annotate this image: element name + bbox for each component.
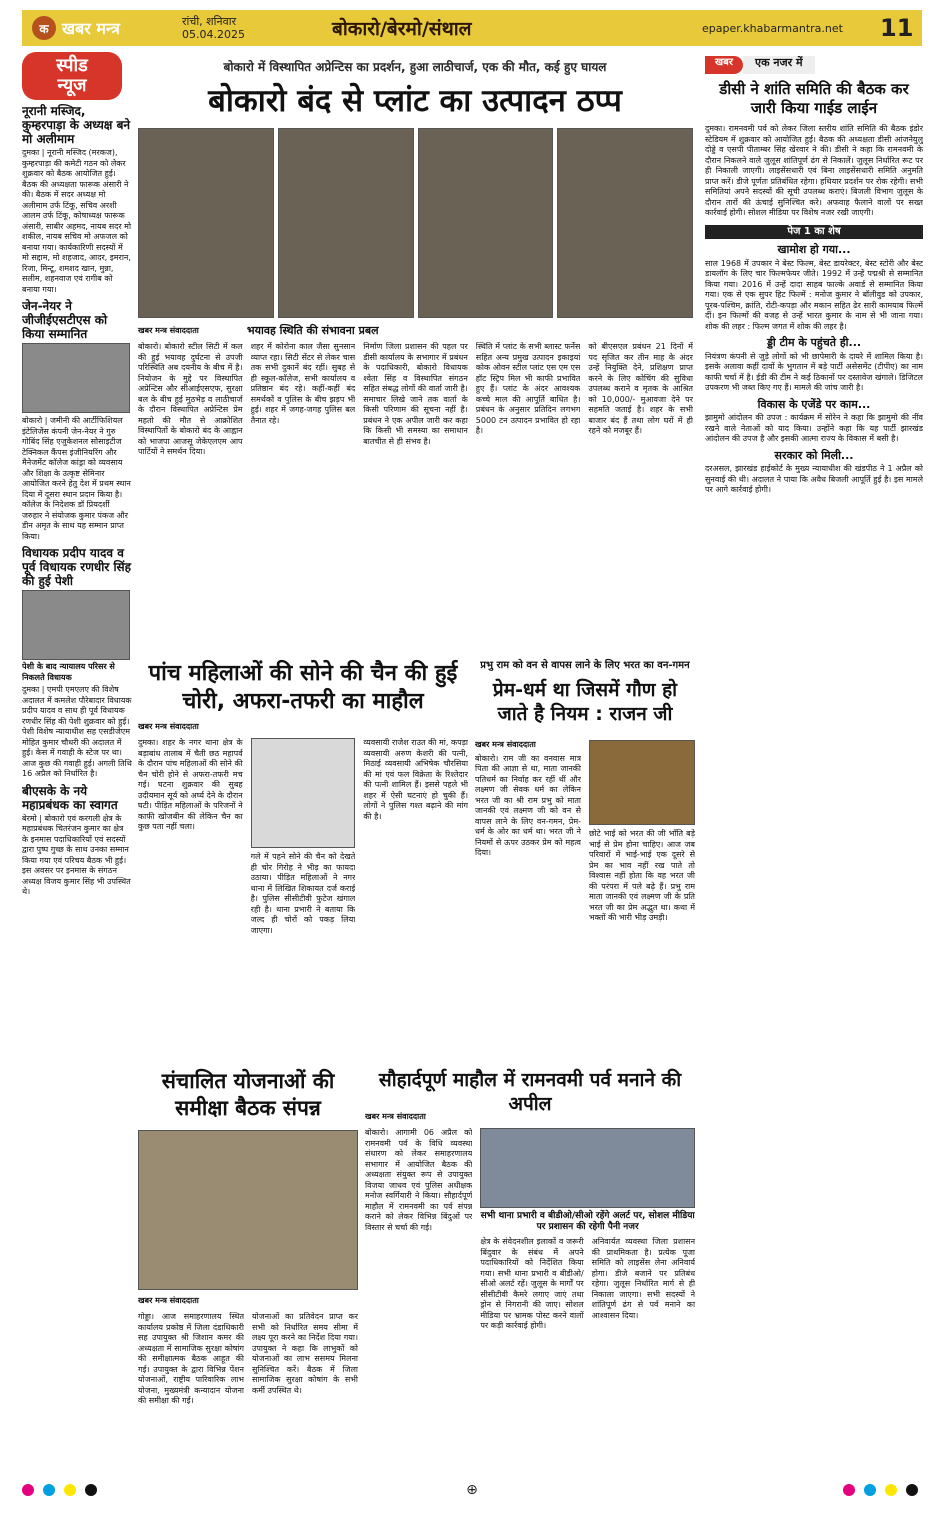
gold-col-2 xyxy=(251,738,356,1056)
chain-illustration xyxy=(251,738,356,848)
award-photo xyxy=(22,343,130,413)
lead-kicker: बोकारो में विस्थापित अप्रेन्टिस का प्रदर्शन, हुआ लाठीचार्ज, एक की मौत, कई हुए घायल xyxy=(223,60,607,74)
gold-body-columns xyxy=(138,738,468,1056)
continued-headline: विकास के एजेंडे पर काम... xyxy=(757,397,871,411)
ram-col-2-text: छोटे भाई को भरत की जी भाँति बड़े भाई से प्रेम होना चाहिए। आज जब परिवारों में भाई-भाई एक दूसरे से प्रेम का भाव नहीं रख पाते तो विश्वास नहीं होता कि वह भरत जी की परंपरा में पले बढ़े हैं। प्रभु राम माता जानकी एवं लक्ष्मण जी के प्रति भरत जी का प्रेम अद्भुत था। कथा में भक्तों की भारी भीड़ उमड़ी। xyxy=(589,829,695,922)
ram-col-1 xyxy=(475,740,581,1056)
ram-headline: प्रेम-धर्म था जिसमें गौण हो जाते है नियम : राजन जी xyxy=(492,679,678,725)
speed-news-badge xyxy=(22,52,122,100)
dateline xyxy=(182,15,292,41)
left-news-column xyxy=(22,52,132,1457)
magenta-dot-icon xyxy=(22,1484,34,1496)
gold-col-3: व्यवसायी राजेश राउत की मां, कपड़ा व्यवसायी अरुण केशरी की पत्नी, मिठाई व्यवसायी अभिषेक चौरसिया की मां एवं फल विक्रेता के रिश्तेदार की पत्नी शामिल हैं। इससे पहले भी शहर में ऐसी घटनाएं हो चुकी हैं। लोगों ने पुलिस गश्त बढ़ाने की मांग की है। xyxy=(363,738,468,821)
lead-byline: खबर मन्त्र संवाददाता xyxy=(138,325,199,335)
continued-body: नियंत्रण कंपनी से जुड़े लोगों को भी छापेमारी के दायरे में शामिल किया है। इसके अलावा कहीं दावों के भुगतान में बड़े पार्टी असेसमेंट (टीपीए) का नाम काफी चर्चा में है। ईडी की टीम ने कई ठिकानों पर दस्तावेज खंगाले। डिजिटल उपकरण भी जब्त किए गए हैं। मामले की जांच जारी है। xyxy=(705,351,923,392)
continued-headline: खामोश हो गया... xyxy=(777,243,851,256)
brand-name: खबर मन्त्र xyxy=(62,19,120,38)
conference-photo xyxy=(480,1128,695,1208)
continued-tag: पेज 1 का शेष xyxy=(705,225,923,240)
ramnavami-col-3-text: अनिवार्यत व्यवस्था जिला प्रशासन की प्राथमिकता है। प्रत्येक पूजा समिति को लाइसेंस लेना अनिवार्य होगा। डीजे बजाने पर प्रतिबंध रहेगा। जुलूस निर्धारित मार्ग से ही निकाला जाएगा। सभी सदस्यों ने शांतिपूर्ण ढंग से पर्व मनाने का आश्वासन दिया। xyxy=(591,1237,695,1320)
ramnavami-col-1: बोकारो। आगामी 06 अप्रैल को रामनवमी पर्व के विधि व्यवस्था संधारण को लेकर समाहरणालय सभागार में आयोजित बैठक की अध्यक्षता संयुक्त रूप से उपायुक्त विजया जाधव एवं पुलिस अधीक्षक मनोज स्वर्गियारी ने किया। सौहार्दपूर्ण माहौल में रामनवमी का पर्व संपन्न कराने को लेकर विभिन्न बिंदुओं पर विस्तार से चर्चा की गई। xyxy=(365,1128,473,1232)
lead-headline: बोकारो बंद से प्लांट का उत्पादन ठप्प xyxy=(208,83,622,119)
ram-body-columns xyxy=(475,740,695,1056)
court-photo xyxy=(22,590,130,660)
ek-nazar-bar xyxy=(705,56,923,74)
khabar-tag: खबर xyxy=(705,56,743,74)
scheme-byline: खबर मन्त्र संवाददाता xyxy=(138,1296,199,1305)
ramnavami-headline: सौहार्दपूर्ण माहौल में रामनवमी पर्व मनाने की अपील xyxy=(378,1069,682,1115)
ram-col-1-text: बोकारो। राम जी का वनवास मात्र पिता की आज्ञा से था, माता जानकी पतिधर्म का निर्वाह कर रहीं थीं और लक्ष्मण जी सेवक धर्म का लेकिन भरत जी का श्री राम प्रभु को माता जानकी एवं लक्ष्मण जी को वन से वापस लाने के लिए वन-गमन, प्रेम-धर्म के ओर का धर्म था। भरत जी ने नियमों से ऊपर उठकर प्रेम को महत्व दिया। xyxy=(475,753,581,857)
scheme-col-2: योजनाओं का प्रतिवेदन प्राप्त कर सभी को निर्धारित समय सीमा में लक्ष्य पूरा करने का निर्देश दिया गया। उपायुक्त ने कहा कि लाभुकों को योजनाओं का लाभ ससमय मिलना सुनिश्चित करें। बैठक में जिला सामाजिक सुरक्षा कोषांग के सभी कर्मी उपस्थित थे। xyxy=(252,1312,358,1395)
yellow-dot-icon xyxy=(64,1484,76,1496)
cyan-dot-icon xyxy=(43,1484,55,1496)
black-dot-icon xyxy=(906,1484,918,1496)
ramnavami-caption: सभी थाना प्रभारी व बीडीओ/सीओ रहेंगे अलर्ट पर, सोशल मीडिया पर प्रशासन की रहेगी पैनी नजर xyxy=(480,1211,695,1232)
color-dots-right xyxy=(843,1481,922,1500)
ram-col-2 xyxy=(589,740,695,1056)
ramnavami-col-2 xyxy=(480,1128,695,1452)
right-news-column xyxy=(705,56,923,1456)
speaker-photo xyxy=(589,740,695,825)
continued-headline: ड्डी टीम के पहुंचते ही... xyxy=(766,336,862,349)
issue-date: 05.04.2025 xyxy=(182,28,245,41)
ek-nazar-tag: एक नजर में xyxy=(743,56,815,74)
registration-crosshair-icon: ⊕ xyxy=(466,1482,478,1498)
brief-headline: नूरानी मस्जिद, कुम्हरपाड़ा के अध्यक्ष बने मो अलीमाम xyxy=(22,104,131,146)
continued-headline: सरकार को मिली... xyxy=(774,448,854,462)
gold-byline: खबर मन्त्र संवाददाता xyxy=(138,722,199,731)
ramnavami-byline: खबर मन्त्र संवाददाता xyxy=(365,1112,426,1121)
color-dots-left xyxy=(22,1481,101,1500)
protest-photo xyxy=(138,128,274,318)
lead-subhead: भयावह स्थिति की संभावना प्रबल xyxy=(246,323,379,337)
page-number: 11 xyxy=(880,14,914,42)
brief-headline: विधायक प्रदीप यादव व पूर्व विधायक रणधीर सिंह की हुई पेशी xyxy=(22,546,132,588)
crowd-photo xyxy=(418,128,554,318)
continued-body: साल 1968 में उपकार ने बेस्ट फिल्म, बेस्ट डायरेक्टर, बेस्ट स्टोरी और बेस्ट डायलॉग के लिए चार फिल्मफेयर जीते। 1992 में उन्हें पद्मश्री से सम्मानित किया गया। 2016 में उन्हें दादा साहब फाल्के अवार्ड से सम्मानित किया गया। एक से एक सुपर हिट फिल्में : मनोज कुमार ने बॉलीवुड को उपकार, पूरब-पश्चिम, क्रांति, रोटी-कपड़ा और मकान सहित ढेर सारी कामयाब फिल्में दीं। इन फिल्मों की वजह से उन्हें भारत कुमार के नाम से भी जाना गया। शोक की लहर : फिल्म जगत में शोक की लहर है। xyxy=(705,258,923,331)
magenta-dot-icon xyxy=(843,1484,855,1496)
ramnavami-subcols xyxy=(480,1237,695,1332)
rally-photo xyxy=(557,128,693,318)
ramnavami-byline-row xyxy=(365,1112,695,1124)
lead-byline-bar xyxy=(138,324,693,336)
meeting-photo xyxy=(138,1130,358,1290)
brief-headline: जेन-नेयर ने जीजीईएसटीएस को किया सम्मानित xyxy=(22,299,108,341)
lead-col-5: को बीएसएल प्रबंधन 21 दिनों में पद सृजित कर तीन माह के अंदर उन्हें नियुक्ति देने, प्रशिक्षण प्राप्त करने के लिए कोचिंग की सुविधा उपलब्ध कराने व मृतक के आश्रित को 10,000/- मुआवजा देने पर सहमति जताई है। शहर के सभी बाजार बंद हैं तथा लोग घरों में ही रहने को मजबूर हैं। xyxy=(588,342,693,435)
black-dot-icon xyxy=(85,1484,97,1496)
right-body: दुमका। रामनवमी पर्व को लेकर जिला स्तरीय शांति समिति की बैठक इंडोर स्टेडियम में शुक्रवार को आयोजित हुई। बैठक की अध्यक्षता डीसी आंजनेयुलु दोड्डे व एसपी पीताम्बर सिंह खेरवार ने की। डीसी ने कहा कि रामनवमी के दौरान निकलने वाले जुलूस शांतिपूर्ण ढंग से निकालें। जुलूस निर्धारित रूट पर ही निकाली जाएगी। लाइसेंसधारी एवं बिना लाइसेंसधारी समिति अनुमति प्राप्त करें। डीजे पूर्णतः प्रतिबंधित रहेगा। हथियार प्रदर्शन पर रोक रहेगी। सभी समितियां अपने सदस्यों की सूची उपलब्ध कराएं। बिजली विभाग जुलूस के दौरान तारों की ऊंचाई सुनिश्चित करे। अफवाह फैलाने वालों पर सख्त कार्रवाई होगी। सोशल मीडिया पर विशेष नजर रखी जाएगी। xyxy=(705,124,923,217)
epaper-link[interactable]: epaper.khabarmantra.net xyxy=(702,21,843,35)
lead-col-1: बोकारो। बोकारो स्टील सिटी में कल की हुई भयावह दुर्घटना से उपजी परिस्थिति अब दयनीय के बीच में है। नियोजन के मुद्दे पर विस्थापित अप्रेन्टिस और सीआईएसएफ, सुरक्षा बल के बीच हुई मुठभेड़ व लाठीचार्ज के दौरान विस्थापित अप्रेन्टिस प्रेम महतो की मौत से आक्रोशित विस्थापितों के बोकारो बंद के आह्वान को भाजपा आजसू जेकेएलएम आप पार्टियों ने समर्थन दिया। xyxy=(138,342,243,456)
scheme-byline-row xyxy=(138,1296,358,1308)
news-label: न्यूज xyxy=(57,75,87,96)
photo-caption: पेशी के बाद न्यायालय परिसर से निकलते विधायक xyxy=(22,662,115,682)
place-day: रांची, शनिवार xyxy=(182,15,237,28)
right-headline: डीसी ने शांति समिति की बैठक कर जारी किया गाईड लाईन xyxy=(719,80,909,117)
gold-headline: पांच महिलाओं की सोने की चैन की हुई चोरी, अफरा-तफरी का माहौल xyxy=(148,661,458,714)
brand-logo-icon: क xyxy=(32,16,56,40)
scheme-body-columns xyxy=(138,1312,358,1452)
gold-col-1: दुमका। शहर के नगर थाना क्षेत्र के बड़ाबांध तालाब में चैती छठ महापर्व के दौरान पांच महिलाओं की सोने की चैन चोरी होने से अफरा-तफरी मच गई। घटना शुक्रवार की सुबह उदीयमान सूर्य को अर्घ्य देने के दौरान घटी। पीड़ित महिलाओं के परिजनों ने काफी खोजबीन की लेकिन चैन का कुछ पता नहीं चला। xyxy=(138,738,243,831)
masthead xyxy=(22,10,922,46)
brief-body: दुमका | नूरानी मस्जिद (मरकज), कुम्हरपाड़ा की कमेटी गठन को लेकर शुक्रवार को बैठक आयोजित हुई। बैठक की अध्यक्षता फारूक अंसारी ने की। बैठक में सदर अध्यक्ष मो अलीमाम उर्फ टिंकू, सचिव अरशी आलम उर्फ टिंकू, कोषाध्यक्ष फारूक अंसारी, साबीर अहमद, नायब सदर मो शकील, नायब सचिव मो अफजल को बनाया गया। कार्यकारिणी सदस्यों में मो सद्दाम, मो शहजाद, आदर, इमरान, रिजा, मिन्टू, शमशद खान, मुन्ना, सलीम, शहनवाज एवं रागीब को बनाया गया। xyxy=(22,148,132,294)
lead-body-columns xyxy=(138,342,693,647)
print-registration-marks xyxy=(22,1480,922,1500)
brief-headline: बीएसके के नये महाप्रबंधक का स्वागत xyxy=(22,783,118,812)
ramnavami-body-columns xyxy=(365,1128,695,1452)
yellow-dot-icon xyxy=(885,1484,897,1496)
cyan-dot-icon xyxy=(864,1484,876,1496)
brief-body: बेरमो | बोकारो एवं करगली क्षेत्र के महाप्रबंधक चितरंजन कुमार का क्षेत्र के इनमास पदाधिकारियों एवं सदस्यों द्वारा पुष्प गुच्छ के साथ उनका सम्मान किया गया एवं परिचय बैठक भी हुई। इस अवसर पर इनमास के संगठन अध्यक्ष विजय कुमार सिंह भी उपस्थित थे। xyxy=(22,813,131,896)
ram-kicker: प्रभु राम को वन से वापस लाने के लिए भरत का वन-गमन xyxy=(480,660,690,671)
section-title: बोकारो/बेरमो/संथाल xyxy=(332,18,472,40)
gold-col-2-text: गले में पहने सोने की चैन को देखते ही चोर गिरोह ने भीड़ का फायदा उठाया। पीड़ित महिलाओं ने नगर थाना में लिखित शिकायत दर्ज कराई है। पुलिस सीसीटीवी फुटेज खंगाल रही है। थाना प्रभारी ने बताया कि जल्द ही चोरों को पकड़ लिया जाएगा। xyxy=(250,852,356,935)
lead-photo-strip xyxy=(138,128,693,318)
scheme-col-1: गोड्डा। आज समाहरणालय स्थित कार्यालय प्रकोष्ठ में जिला दंडाधिकारी सह उपायुक्त श्री जिशान कमर की अध्यक्षता में सामाजिक सुरक्षा कोषांग की समीक्षात्मक बैठक आहूत की गई। उपायुक्त के द्वारा विभिन्न पेंशन योजनाओं, राष्ट्रीय पारिवारिक लाभ योजना, मुख्यमंत्री कन्यादान योजना की समीक्षा की गई। xyxy=(138,1312,244,1405)
lead-col-2: शहर में कोरोना काल जैसा सुनसान व्याप्त रहा। सिटी सेंटर से लेकर चास तक सभी दुकानें बंद रहीं। सुबह से ही स्कूल-कॉलेज, सभी कार्यालय व प्रतिष्ठान बंद रहे। कहीं-कहीं बंद समर्थकों व पुलिस के बीच झड़प भी हुई। शहर में जगह-जगह पुलिस बल तैनात रहे। xyxy=(250,342,356,425)
gold-byline-row xyxy=(138,722,468,734)
ram-byline: खबर मन्त्र संवाददाता xyxy=(475,740,536,749)
lead-col-4: स्थिति में प्लांट के सभी ब्लास्ट फर्नेस सहित अन्य प्रमुख उत्पादन इकाइयां कोक ओवन स्टील प्लांट एस एम एस हॉट स्ट्रिप मिल भी काफी प्रभावित हुए हैं। प्लांट के अंदर आवश्यक कच्चे माल की आपूर्ति बाधित है। प्रबंधन के अनुसार प्रतिदिन लगभग 5000 टन उत्पादन प्रभावित हो रहा है। xyxy=(475,342,581,435)
lead-col-3: निर्माण जिला प्रशासन की पहल पर डीसी कार्यालय के सभागार में प्रबंधन के पदाधिकारी, बोकारो विधायक श्वेता सिंह व विस्थापित संगठन सहित संबद्ध लोगों की वार्ता जारी है। समाचार लिखे जाने तक वार्ता के किसी परिणाम की सूचना नहीं है। प्रबंधन ने एक अपील जारी कर कहा कि किसी भी समस्या का समाधान बातचीत से ही संभव है। xyxy=(363,342,468,446)
scheme-headline: संचालित योजनाओं की समीक्षा बैठक संपन्न xyxy=(161,1069,335,1120)
speed-label: स्पीड xyxy=(56,55,88,76)
brief-body: दुमका | एमपी एमएलए की विशेष अदालत में कमलेश पौरेबादार विधायक प्रदीप यादव व साथ ही पूर्व विधायक रणधीर सिंह की पेशी शुक्रवार को हुई। पेशी विशेष न्यायाधीश सह एसडीजेएम मोहित कुमार चौधरी की अदालत में हुई। केस में गवाही के स्टेज पर था। आज कुछ की गवाही हुई। अगली तिथि 16 अप्रैल को निर्धारित है। xyxy=(22,685,132,778)
ramnavami-col-2-text: क्षेत्र के संवेदनशील इलाकों व जरूरी बिंदुवार के संबंध में अपने पदाधिकारियों को निर्देशित किया गया। सभी थाना प्रभारी व बीडीओ/सीओ अलर्ट रहें। जुलूस के मार्गों पर सीसीटीवी कैमरे लगाए जाएं तथा ड्रोन से निगरानी की जाए। सोशल मीडिया पर भ्रामक पोस्ट करने वालों पर कड़ी कार्रवाई होगी। xyxy=(480,1237,584,1330)
continued-body: दरअसल, झारखंड हाईकोर्ट के मुख्य न्यायाधीश की खंडपीठ ने 1 अप्रैल को सुनवाई की थी। अदालत ने पाया कि अवैध बिजली आपूर्ति हुई है। इस मामले पर आगे कार्रवाई होगी। xyxy=(705,464,923,494)
continued-body: झामुमो आंदोलन की उपज : कार्यक्रम में सोरेन ने कहा कि झामुमो की नींव रखने वाले नेताओं को याद किया। उन्होंने कहा कि यह पार्टी झारखंड आंदोलन की उपज है और इसकी आत्मा राज्य के विकास में बसी है। xyxy=(705,413,923,443)
lathicharge-photo xyxy=(278,128,414,318)
brief-body: बोकारो | जमीनी की आर्टीफिशियल इंटेलिजेंस कंपनी जेन-नेयर ने गुरु गोबिंद सिंह एजुकेशनल सोसाइटीज टेक्निकल कैंपस इंजीनियरिंग और मैनेजमेंट कॉलेज कांड्रा को व्यवसाय और शिक्षा के उत्कृष्ट सेमिनार आयोजित करने हेतु देश में प्रथम स्थान दिया में दूसरा स्थान प्रदान किया है। कॉलेज के निदेशक डॉ प्रियदर्शी जरुहार ने संयोजक कुमार पंकज और डीन अमृत के साथ यह सम्मान प्राप्त किया। xyxy=(22,416,131,541)
